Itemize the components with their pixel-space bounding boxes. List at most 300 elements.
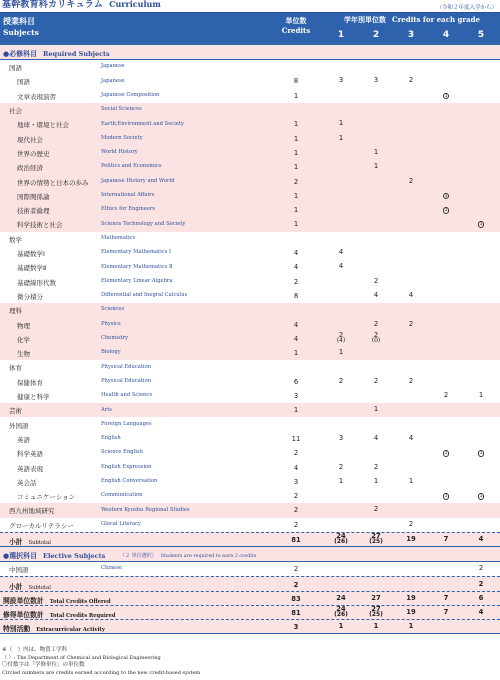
subject-name: コミュニケーション bbox=[17, 493, 76, 502]
subject-grade-2-value: 4 bbox=[373, 290, 379, 299]
subject-name-en: Japanese Composition bbox=[101, 91, 160, 98]
subject-name-en: Communication bbox=[101, 492, 143, 499]
subject-grade-3-value: 2 bbox=[408, 76, 414, 85]
subject-credits: 2 bbox=[293, 177, 299, 186]
subject-grade-4-value: 1 bbox=[444, 193, 448, 199]
subject-name: 理科 bbox=[9, 307, 22, 316]
table-row bbox=[0, 503, 500, 517]
table-row bbox=[0, 417, 500, 431]
subject-grade-3 bbox=[394, 435, 428, 441]
header-grade bbox=[324, 15, 500, 25]
table-row bbox=[0, 89, 500, 103]
required-subtotal-row-grade-1-value: 24 bbox=[336, 532, 346, 541]
subject-grade-1 bbox=[324, 77, 358, 83]
subject-name: 現代社会 bbox=[17, 135, 43, 144]
subject-grade-5 bbox=[464, 220, 498, 228]
subject-grade-1 bbox=[324, 478, 358, 484]
subject-name-en: Politics and Economics bbox=[101, 163, 162, 170]
subject-name-en: Ethics for Engineers bbox=[101, 206, 155, 213]
subject-grade-4 bbox=[429, 492, 463, 500]
elective-subtotal-row-credits: 2 bbox=[293, 580, 299, 589]
table-row bbox=[0, 203, 500, 217]
subject-name: 国語 bbox=[9, 64, 22, 73]
page-title: 基幹教育科カリキュラム bbox=[2, 0, 104, 10]
subject-credits: 3 bbox=[293, 477, 299, 486]
extracurricular-activity-row-label-jp: 特別活動 bbox=[3, 625, 31, 634]
subject-credits: 1 bbox=[293, 163, 299, 172]
subject-name: 基礎数学Ⅰ bbox=[17, 250, 45, 259]
subject-credits: 3 bbox=[293, 392, 299, 401]
total-credits-offered-row-label bbox=[3, 595, 111, 605]
subject-name: 健康と科学 bbox=[17, 393, 50, 402]
extracurricular-activity-row-grade-3-value: 1 bbox=[408, 622, 414, 631]
elective-subjects-header-title-en: Elective Subjects bbox=[43, 551, 106, 560]
required-subtotal-row-label bbox=[9, 536, 51, 546]
subject-grade-2-value: 1 bbox=[373, 405, 379, 414]
total-credits-required-row-grade-1-value: 24 bbox=[336, 605, 346, 614]
required-subtotal-row-grade-1 bbox=[324, 533, 358, 545]
subject-grade-4-value: 1 bbox=[444, 93, 448, 99]
page-title-en: Curriculum bbox=[109, 0, 161, 9]
subject-name-en: Science English bbox=[101, 449, 143, 456]
total-credits-required-row-grade-3 bbox=[394, 609, 428, 615]
subject-grade-1-value: 1 bbox=[338, 119, 344, 128]
total-credits-required-row-grade-5-value: 4 bbox=[478, 608, 484, 617]
subject-grade-1 bbox=[324, 332, 358, 344]
subject-credits: 1 bbox=[293, 148, 299, 157]
subject-name: 国語 bbox=[17, 78, 30, 87]
subject-name: 世界の情勢と日本の歩み bbox=[17, 178, 89, 187]
table-row bbox=[0, 74, 500, 88]
subject-credits: 11 bbox=[291, 434, 301, 443]
total-credits-offered-row bbox=[0, 591, 500, 605]
subject-grade-2-value: 2 bbox=[373, 376, 379, 385]
subject-grade-2 bbox=[359, 77, 393, 83]
table-row bbox=[0, 446, 500, 460]
subject-credits: 2 bbox=[293, 565, 299, 574]
extracurricular-activity-row-grade-2-value: 1 bbox=[373, 622, 379, 631]
subject-grade-3-value: 2 bbox=[408, 319, 414, 328]
subject-name-en: Japanese bbox=[101, 63, 125, 70]
subject-name-en: Differential and Inegral Calculus bbox=[101, 292, 188, 299]
subject-credits: 4 bbox=[293, 320, 299, 329]
table-row bbox=[0, 217, 500, 231]
subject-name: 技術者倫理 bbox=[17, 207, 50, 216]
subject-name: 科学技術と社会 bbox=[17, 221, 63, 230]
subject-name-en: Elementary Linear Algebra bbox=[101, 277, 173, 284]
subject-grade-2-value: 1 bbox=[373, 162, 379, 171]
subject-grade-3 bbox=[394, 77, 428, 83]
subject-grade-5 bbox=[464, 449, 498, 457]
header-grade-en: Credits for each grade bbox=[392, 15, 480, 24]
subject-grade-4 bbox=[429, 449, 463, 457]
subject-grade-1 bbox=[324, 435, 358, 441]
subject-grade-1 bbox=[324, 378, 358, 384]
header-credits: 単位数 bbox=[285, 17, 307, 25]
extracurricular-activity-row-grade-1 bbox=[324, 623, 358, 629]
subject-grade-2-value: 2 bbox=[373, 331, 379, 340]
subject-grade-2 bbox=[359, 149, 393, 155]
subject-credits: 4 bbox=[293, 463, 299, 472]
required-subtotal-row-grade-2-value: 27 bbox=[371, 532, 381, 541]
required-subtotal-row-grade-5 bbox=[464, 536, 498, 542]
subject-credits: 4 bbox=[293, 249, 299, 258]
curriculum-table-body bbox=[0, 44, 500, 634]
subject-credits: 1 bbox=[293, 220, 299, 229]
subject-grade-3-value: 2 bbox=[408, 376, 414, 385]
subject-name: 基礎線形代数 bbox=[17, 278, 56, 287]
elective-subjects-header bbox=[0, 546, 500, 562]
subject-credits: 1 bbox=[293, 191, 299, 200]
title-bar bbox=[0, 0, 500, 13]
table-row bbox=[0, 60, 500, 74]
total-credits-required-row-label-jp: 修得単位数計 bbox=[3, 611, 44, 620]
table-row bbox=[0, 562, 500, 576]
subject-name: 地球・環境と社会 bbox=[17, 121, 69, 130]
subject-grade-1-value: 2 bbox=[338, 462, 344, 471]
total-credits-offered-row-grade-5-value: 6 bbox=[478, 593, 484, 602]
subject-credits: 2 bbox=[293, 277, 299, 286]
subject-name-en: Japanese bbox=[101, 77, 125, 84]
elective-subjects-header-note-en: Students are required to earn 2 credits bbox=[160, 553, 257, 559]
total-credits-required-row-grade-4 bbox=[429, 609, 463, 615]
subject-name-en: Health and Science bbox=[101, 392, 153, 399]
table-row bbox=[0, 246, 500, 260]
subject-grade-2 bbox=[359, 464, 393, 470]
table-row bbox=[0, 232, 500, 246]
subject-credits: 4 bbox=[293, 334, 299, 343]
subject-grade-3 bbox=[394, 292, 428, 298]
elective-subjects-header-title: ●選択科目 bbox=[3, 552, 38, 561]
subject-name-en: Mathematics bbox=[101, 234, 136, 241]
total-credits-offered-row-grade-1-value: 24 bbox=[336, 593, 346, 602]
required-subtotal-row-grade-5-value: 4 bbox=[478, 534, 484, 543]
table-header bbox=[0, 13, 500, 44]
extracurricular-activity-row-credits: 3 bbox=[293, 623, 299, 632]
table-row bbox=[0, 260, 500, 274]
elective-subtotal-row bbox=[0, 576, 500, 590]
subject-name-en: Modern Society bbox=[101, 134, 143, 141]
subject-grade-4-value: 1 bbox=[444, 208, 448, 214]
subject-name: 西九州地域研究 bbox=[9, 507, 55, 516]
footnote-4: Circled numbers are credits earned according to the new credit-based system bbox=[2, 669, 201, 676]
subject-grade-1 bbox=[324, 464, 358, 470]
grade-3-heading: 3 bbox=[407, 30, 415, 40]
subject-name-en: Japanese History and World bbox=[101, 177, 175, 184]
header-grade-jp: 学年別単位数 bbox=[344, 16, 387, 24]
subject-name-en: Chemistry bbox=[101, 335, 129, 342]
extracurricular-activity-row-grade-1-value: 1 bbox=[338, 622, 344, 631]
required-subtotal-row-grade-4-value: 7 bbox=[443, 534, 449, 543]
total-credits-required-row-grade-3-value: 19 bbox=[406, 608, 416, 617]
total-credits-required-row bbox=[0, 605, 500, 619]
table-row bbox=[0, 360, 500, 374]
table-row bbox=[0, 189, 500, 203]
header-subjects: 授業科目 bbox=[3, 17, 35, 26]
subject-name: 中国語 bbox=[9, 566, 29, 575]
subject-credits: 8 bbox=[293, 291, 299, 300]
subject-name-en: Western Kyushu Regional Studies bbox=[101, 506, 190, 513]
table-row bbox=[0, 332, 500, 346]
subject-credits: 1 bbox=[293, 206, 299, 215]
subject-grade-5-value: 1 bbox=[479, 451, 483, 457]
elective-subtotal-row-grade-5-value: 2 bbox=[478, 579, 484, 588]
subject-grade-1-value: 4 bbox=[338, 248, 344, 257]
subject-grade-3 bbox=[394, 521, 428, 527]
subject-grade-2 bbox=[359, 478, 393, 484]
subject-grade-2 bbox=[359, 406, 393, 412]
subject-name: 英語 bbox=[17, 435, 30, 444]
subject-name: 英語表現 bbox=[17, 464, 43, 473]
subject-name: 基礎数学Ⅱ bbox=[17, 264, 47, 273]
subject-grade-1-value: 1 bbox=[338, 348, 344, 357]
footnote-2: （ ）: The Department of Chemical and Biological Engineering bbox=[2, 654, 161, 661]
subject-grade-2-value: 2 bbox=[373, 276, 379, 285]
total-credits-offered-row-grade-2 bbox=[359, 595, 393, 601]
subject-grade-3-value: 1 bbox=[408, 476, 414, 485]
subject-grade-2 bbox=[359, 321, 393, 327]
subject-credits: 6 bbox=[293, 377, 299, 386]
subject-grade-5 bbox=[464, 565, 498, 571]
required-subtotal-row-grade-2 bbox=[359, 533, 393, 545]
total-credits-offered-row-grade-3 bbox=[394, 595, 428, 601]
table-row bbox=[0, 289, 500, 303]
grade-4-heading: 4 bbox=[442, 30, 450, 40]
subject-name-en: Foreign Languages bbox=[101, 420, 152, 427]
required-subtotal-row-credits: 81 bbox=[291, 535, 301, 544]
header-subjects-en: Subjects bbox=[3, 28, 39, 37]
required-subjects-header-title: ●必修科目 bbox=[3, 50, 38, 58]
extracurricular-activity-row-label bbox=[3, 623, 105, 633]
table-row bbox=[0, 475, 500, 489]
table-row bbox=[0, 131, 500, 145]
total-credits-offered-row-grade-4-value: 7 bbox=[443, 593, 449, 602]
header-credits-en: Credits bbox=[281, 26, 311, 35]
subject-name-en: Physics bbox=[101, 320, 121, 327]
required-subtotal-row bbox=[0, 532, 500, 546]
table-row bbox=[0, 317, 500, 331]
subject-name-en: World History bbox=[101, 149, 138, 156]
table-row bbox=[0, 274, 500, 288]
title-group bbox=[2, 0, 161, 11]
total-credits-required-row-label bbox=[3, 609, 116, 619]
subject-name-en: Chinese bbox=[101, 565, 123, 572]
total-credits-offered-row-grade-4 bbox=[429, 595, 463, 601]
subject-grade-1-value: 2 bbox=[338, 376, 344, 385]
table-row bbox=[0, 146, 500, 160]
subject-grade-1-value: 2 bbox=[338, 331, 344, 340]
elective-subtotal-row-label-en: Subtotal bbox=[28, 584, 51, 591]
subject-name-en: Elementary Mathematics Ⅰ bbox=[101, 249, 172, 256]
total-credits-required-row-grade-1-chem-value: (26) bbox=[334, 611, 348, 619]
subject-grade-1 bbox=[324, 263, 358, 269]
subject-name: 外国語 bbox=[9, 421, 29, 430]
subject-name: 社会 bbox=[9, 107, 22, 116]
subject-grade-3 bbox=[394, 478, 428, 484]
subject-name-en: English Conversation bbox=[101, 478, 158, 484]
table-row bbox=[0, 403, 500, 417]
extracurricular-activity-row-label-en: Extracurricular Activity bbox=[36, 627, 105, 634]
subject-name-en: Arts bbox=[101, 406, 112, 413]
grade-5-heading: 5 bbox=[477, 30, 485, 40]
subject-grade-2-value: 2 bbox=[373, 319, 379, 328]
subject-name-en: Elementary Mathematics Ⅱ bbox=[101, 263, 173, 270]
subject-grade-5 bbox=[464, 392, 498, 398]
elective-subtotal-row-label-jp: 小計 bbox=[9, 582, 23, 591]
subject-credits: 2 bbox=[293, 506, 299, 515]
total-credits-required-row-grade-4-value: 7 bbox=[443, 608, 449, 617]
table-row bbox=[0, 346, 500, 360]
subject-grade-2 bbox=[359, 506, 393, 512]
total-credits-required-row-credits: 81 bbox=[291, 609, 301, 618]
subject-name-en: Glocal Literacy bbox=[101, 520, 141, 527]
subject-name-en: Science Technology and Society bbox=[101, 220, 186, 227]
subject-grade-3-value: 4 bbox=[408, 290, 414, 299]
subject-name: 数学 bbox=[9, 235, 22, 244]
subject-grade-1-value: 4 bbox=[338, 262, 344, 271]
subject-grade-4-value: 2 bbox=[443, 391, 449, 400]
table-row bbox=[0, 160, 500, 174]
subject-name-en: Biology bbox=[101, 349, 121, 356]
subject-grade-3-value: 4 bbox=[408, 433, 414, 442]
subject-grade-2 bbox=[359, 292, 393, 298]
subject-grade-3 bbox=[394, 321, 428, 327]
total-credits-required-row-grade-2-value: 27 bbox=[371, 605, 381, 614]
required-subjects-header-title-en: Required Subjects bbox=[43, 49, 110, 58]
total-credits-offered-row-grade-1 bbox=[324, 595, 358, 601]
subject-grade-2-value: 4 bbox=[373, 433, 379, 442]
subject-grade-5-value: 1 bbox=[479, 494, 483, 500]
subject-grade-2-value: 2 bbox=[373, 505, 379, 514]
elective-subtotal-row-grade-5 bbox=[464, 581, 498, 587]
subject-grade-2 bbox=[359, 332, 393, 344]
subject-grade-5-value: 1 bbox=[479, 222, 483, 228]
subject-name: 文章表現演習 bbox=[17, 92, 56, 101]
subject-name-en: English Expression bbox=[101, 463, 152, 470]
subject-grade-2 bbox=[359, 378, 393, 384]
subject-name-en: International Affairs bbox=[101, 192, 155, 199]
total-credits-offered-row-grade-3-value: 19 bbox=[406, 593, 416, 602]
subject-name: 物理 bbox=[17, 321, 30, 330]
extracurricular-activity-row-grade-3 bbox=[394, 623, 428, 629]
subject-name: 英会話 bbox=[17, 478, 37, 487]
grade-1-heading: 1 bbox=[337, 30, 345, 40]
subject-grade-3 bbox=[394, 378, 428, 384]
subject-grade-2-value: 2 bbox=[373, 462, 379, 471]
footnote-3: 〇付数字は「学修単位」の単位数 bbox=[2, 662, 85, 668]
subject-grade-1-value: 1 bbox=[338, 476, 344, 485]
subject-name: 国際関係論 bbox=[17, 192, 50, 201]
subject-name-en: Earth,Environment and Society bbox=[101, 120, 184, 127]
subject-name: 科学英語 bbox=[17, 450, 43, 459]
elective-subtotal-row-label bbox=[9, 581, 51, 591]
subject-grade-1-value: 3 bbox=[338, 433, 344, 442]
elective-subjects-header-note-jp: （２ 単位選択） bbox=[120, 552, 157, 559]
subject-grade-1 bbox=[324, 120, 358, 126]
subject-grade-1-value: 3 bbox=[338, 76, 344, 85]
subject-name: 生物 bbox=[17, 350, 30, 359]
total-credits-required-row-grade-2 bbox=[359, 606, 393, 618]
subject-grade-1 bbox=[324, 249, 358, 255]
subject-name-en: Physical Education bbox=[101, 363, 152, 370]
grade-2-heading: 2 bbox=[372, 30, 380, 40]
subject-credits: 1 bbox=[293, 406, 299, 415]
extracurricular-activity-row-grade-2 bbox=[359, 623, 393, 629]
subject-grade-1-chem-value: (4) bbox=[336, 337, 346, 345]
subject-grade-4-value: 1 bbox=[444, 494, 448, 500]
subject-credits: 8 bbox=[293, 77, 299, 86]
subject-name: グローカルリテラシー bbox=[9, 521, 74, 530]
subject-name: 芸術 bbox=[9, 407, 22, 416]
subject-credits: 1 bbox=[293, 134, 299, 143]
enrollment-year-note: （令和２年度入学から） bbox=[436, 5, 497, 11]
subject-name: 微分積分 bbox=[17, 292, 43, 301]
total-credits-required-row-grade-2-chem-value: (25) bbox=[369, 611, 383, 619]
subject-grade-4 bbox=[429, 206, 463, 214]
subject-grade-5-value: 1 bbox=[478, 391, 484, 400]
required-subtotal-row-grade-3 bbox=[394, 536, 428, 542]
total-credits-offered-row-label-jp: 開設単位数計 bbox=[3, 596, 44, 605]
subject-grade-4-value: 1 bbox=[444, 451, 448, 457]
subject-grade-1-value: 1 bbox=[338, 133, 344, 142]
table-row bbox=[0, 174, 500, 188]
required-subtotal-row-grade-1-chem-value: (26) bbox=[334, 538, 348, 546]
subject-grade-2-value: 1 bbox=[373, 147, 379, 156]
subject-credits: 1 bbox=[293, 91, 299, 100]
total-credits-required-row-grade-1 bbox=[324, 606, 358, 618]
required-subtotal-row-label-jp: 小計 bbox=[9, 537, 23, 546]
table-row bbox=[0, 432, 500, 446]
subject-name-en: Physical Education bbox=[101, 377, 152, 384]
subject-grade-2 bbox=[359, 278, 393, 284]
subject-name: 化学 bbox=[17, 335, 30, 344]
total-credits-offered-row-grade-5 bbox=[464, 595, 498, 601]
footnote-1: ※（ ）内は、物質工学科 bbox=[2, 647, 68, 653]
subject-grade-4 bbox=[429, 192, 463, 200]
subject-name-en: Sciences bbox=[101, 306, 125, 313]
subject-grade-3-value: 2 bbox=[408, 176, 414, 185]
required-subtotal-row-grade-2-chem-value: (25) bbox=[369, 538, 383, 546]
subject-credits: 4 bbox=[293, 263, 299, 272]
footnotes bbox=[2, 647, 200, 677]
subject-grade-2-value: 1 bbox=[373, 476, 379, 485]
total-credits-offered-row-label-en: Total Credits Offered bbox=[49, 598, 111, 605]
total-credits-offered-row-grade-2-value: 27 bbox=[371, 593, 381, 602]
subject-grade-3-value: 2 bbox=[408, 519, 414, 528]
table-row bbox=[0, 117, 500, 131]
subject-grade-2-value: 3 bbox=[373, 76, 379, 85]
subject-credits: 1 bbox=[293, 120, 299, 129]
subject-credits: 1 bbox=[293, 349, 299, 358]
subject-name: 保健体育 bbox=[17, 378, 43, 387]
required-subjects-header bbox=[0, 44, 500, 60]
elective-subjects-header-note bbox=[120, 552, 256, 559]
subject-grade-2 bbox=[359, 163, 393, 169]
subject-grade-5 bbox=[464, 492, 498, 500]
subject-grade-3 bbox=[394, 178, 428, 184]
required-subtotal-row-label-en: Subtotal bbox=[28, 539, 51, 546]
subject-grade-2 bbox=[359, 435, 393, 441]
subject-credits: 2 bbox=[293, 449, 299, 458]
table-row bbox=[0, 518, 500, 532]
subject-grade-5-value: 2 bbox=[478, 564, 484, 573]
total-credits-required-row-label-en: Total Credits Required bbox=[49, 613, 116, 620]
table-row bbox=[0, 389, 500, 403]
subject-name: 政治経済 bbox=[17, 164, 43, 173]
required-subtotal-row-grade-4 bbox=[429, 536, 463, 542]
subject-name: 体育 bbox=[9, 364, 22, 373]
subject-name-en: English bbox=[101, 435, 121, 442]
